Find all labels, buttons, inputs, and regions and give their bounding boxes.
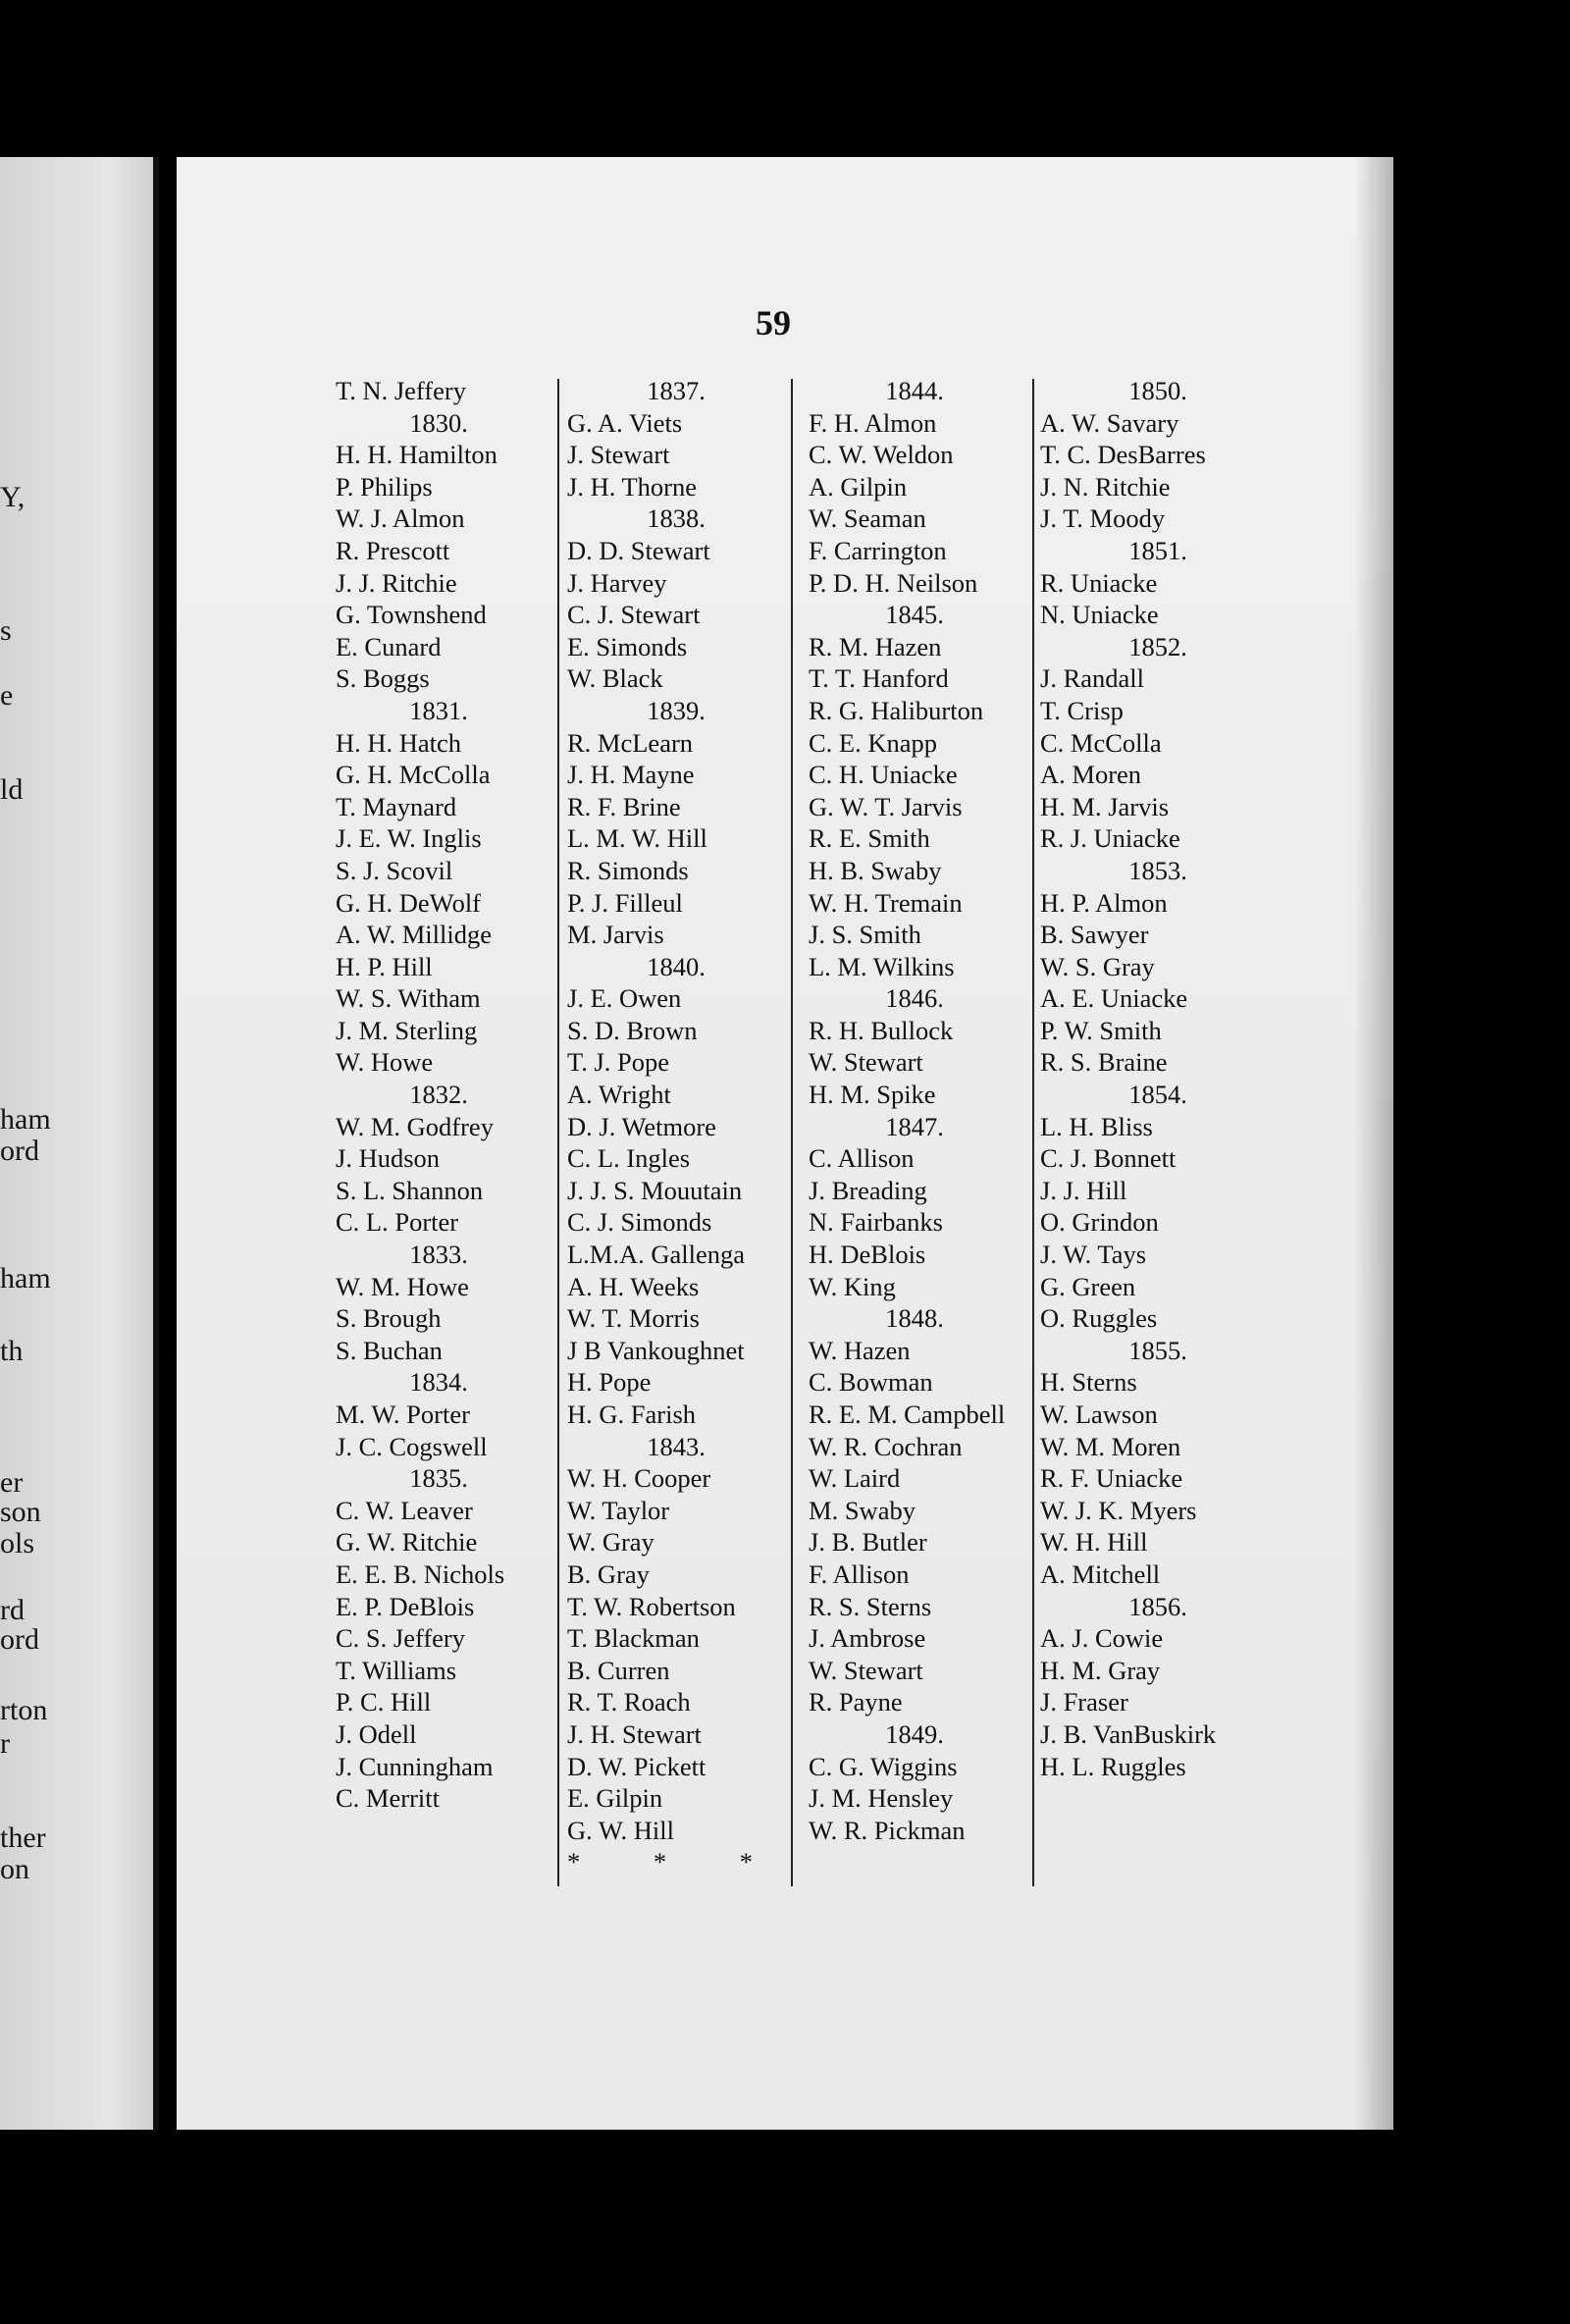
name-entry: B. Sawyer (1040, 920, 1149, 950)
name-entry: L. H. Bliss (1040, 1111, 1153, 1141)
name-entry: A. Mitchell (1040, 1558, 1161, 1589)
year-heading: 1840. (647, 951, 706, 981)
name-entry: W. King (809, 1271, 896, 1301)
name-entry: M. Swaby (809, 1495, 916, 1525)
left-page-fragment: th (0, 1335, 24, 1367)
year-heading: 1850. (1128, 376, 1187, 405)
name-entry: W. R. Pickman (809, 1815, 966, 1845)
name-entry: R. S. Braine (1040, 1047, 1168, 1078)
name-entry: E. P. DeBlois (336, 1591, 475, 1621)
left-page-fragment: ols (0, 1527, 35, 1559)
name-entry: C. Bowman (809, 1367, 933, 1398)
column-rule-3 (1032, 379, 1034, 1886)
name-entry: J. Ambrose (809, 1623, 926, 1654)
name-entry: C. J. Bonnett (1040, 1143, 1177, 1174)
year-heading: 1833. (409, 1240, 468, 1270)
name-entry: P. Philips (336, 471, 433, 502)
name-entry: W. M. Godfrey (336, 1111, 494, 1141)
name-entry: E. Cunard (336, 631, 442, 661)
name-entry: C. E. Knapp (809, 727, 938, 758)
name-entry: S. Boggs (336, 663, 430, 694)
name-entry: S. Brough (336, 1303, 442, 1334)
name-entry: C. H. Uniacke (809, 760, 958, 790)
name-entry: W. R. Cochran (809, 1431, 963, 1461)
name-entry: F. Allison (809, 1558, 910, 1589)
name-entry: H. L. Ruggles (1040, 1751, 1186, 1781)
name-entry: L. M. W. Hill (567, 823, 707, 854)
name-entry: J. E. W. Inglis (336, 823, 482, 854)
name-entry: W. J. Almon (336, 503, 465, 534)
year-heading: 1848. (885, 1303, 944, 1334)
name-entry: H. P. Hill (336, 951, 433, 981)
column-4 (1040, 375, 1276, 1782)
name-entry: C. McColla (1040, 727, 1162, 758)
name-entry: J. H. Mayne (567, 760, 695, 790)
name-entry: J. N. Ritchie (1040, 471, 1171, 502)
name-entry: H. DeBlois (809, 1240, 926, 1270)
year-heading: 1830. (409, 407, 468, 438)
name-entry: J. B. VanBuskirk (1040, 1718, 1217, 1749)
column-rule-1 (557, 379, 559, 1886)
name-entry: A. W. Savary (1040, 407, 1179, 438)
name-entry: R. Prescott (336, 535, 450, 565)
name-entry: R. E. Smith (809, 823, 930, 854)
name-entry: P. W. Smith (1040, 1015, 1162, 1045)
name-entry: C. W. Weldon (809, 440, 954, 470)
name-entry: W. Stewart (809, 1655, 923, 1685)
year-heading: 1854. (1128, 1080, 1187, 1110)
name-entry: G. H. McColla (336, 760, 491, 790)
name-entry: J. Cunningham (336, 1751, 494, 1781)
year-heading: 1856. (1128, 1591, 1187, 1621)
name-entry: J. Hudson (336, 1143, 441, 1174)
year-heading: 1837. (647, 376, 706, 405)
name-entry: C. L. Porter (336, 1207, 459, 1238)
name-entry: J. H. Thorne (567, 471, 697, 502)
name-entry: H. Pope (567, 1367, 652, 1398)
name-entry: H. Sterns (1040, 1367, 1137, 1398)
name-entry: C. G. Wiggins (809, 1751, 958, 1781)
left-page-fragment: s (0, 614, 12, 647)
name-entry: J. Harvey (567, 567, 667, 598)
year-heading: 1835. (409, 1463, 468, 1494)
name-entry: R. F. Uniacke (1040, 1463, 1183, 1494)
name-entry: G. Green (1040, 1271, 1136, 1301)
name-entry: M. Jarvis (567, 920, 664, 950)
left-page-fragment: rd (0, 1594, 25, 1626)
page-edge-shadow (1354, 157, 1393, 2130)
left-page-fragment: ld (0, 773, 24, 806)
left-page-fragment: on (0, 1853, 29, 1885)
name-entry: G. H. DeWolf (336, 887, 482, 918)
name-entry: T. T. Hanford (809, 663, 949, 694)
name-entry: T. Blackman (567, 1623, 700, 1654)
name-entry: A. Moren (1040, 760, 1142, 790)
name-entry: R. M. Hazen (809, 631, 942, 661)
column-2 (567, 375, 785, 1878)
name-entry: G. W. Hill (567, 1815, 674, 1845)
name-entry: H. M. Jarvis (1040, 791, 1170, 821)
year-heading: 1834. (409, 1367, 468, 1398)
name-entry: H. P. Almon (1040, 887, 1168, 918)
name-entry: W. T. Morris (567, 1303, 700, 1334)
name-entry: J. M. Hensley (809, 1783, 954, 1814)
column-3 (809, 375, 1020, 1846)
year-heading: 1846. (885, 983, 944, 1014)
name-entry: E. Gilpin (567, 1783, 663, 1814)
name-entry: T. W. Robertson (567, 1591, 736, 1621)
name-entry: W. S. Witham (336, 983, 481, 1014)
name-entry: S. L. Shannon (336, 1175, 484, 1205)
name-entry: J. J. S. Mouutain (567, 1175, 743, 1205)
left-page-fragment: r (0, 1727, 10, 1760)
name-entry: J. M. Sterling (336, 1015, 478, 1045)
name-entry: H. M. Spike (809, 1080, 936, 1110)
name-entry: W. Laird (809, 1463, 901, 1494)
year-heading: 1855. (1128, 1335, 1187, 1365)
name-entry: T. C. DesBarres (1040, 440, 1206, 470)
name-entry: W. H. Tremain (809, 887, 963, 918)
name-entry: B. Gray (567, 1558, 650, 1589)
name-entry: F. H. Almon (809, 407, 937, 438)
name-entry: W. H. Cooper (567, 1463, 711, 1494)
name-entry: W. J. K. Myers (1040, 1495, 1197, 1525)
name-entry: R. Uniacke (1040, 567, 1158, 598)
name-entry: J. Odell (336, 1718, 417, 1749)
year-heading: 1831. (409, 695, 468, 725)
name-entry: G. W. T. Jarvis (809, 791, 963, 821)
name-entry: R. H. Bullock (809, 1015, 954, 1045)
year-heading: 1849. (885, 1718, 944, 1749)
left-page-fragment: ham (0, 1103, 51, 1136)
year-heading: 1852. (1128, 631, 1187, 661)
name-entry: T. Maynard (336, 791, 457, 821)
name-entry: J. S. Smith (809, 920, 921, 950)
page-number-text: 59 (756, 303, 791, 343)
name-entry: G. A. Viets (567, 407, 683, 438)
name-entry: J. J. Ritchie (336, 567, 457, 598)
name-entry: A. Gilpin (809, 471, 908, 502)
name-entry: A. E. Uniacke (1040, 983, 1188, 1014)
name-entry: C. Merritt (336, 1783, 440, 1814)
name-entry: J. W. Tays (1040, 1240, 1147, 1270)
name-entry: J B Vankoughnet (567, 1335, 745, 1365)
name-entry: O. Ruggles (1040, 1303, 1158, 1334)
name-entry: J. E. Owen (567, 983, 682, 1014)
name-entry: R. Simonds (567, 855, 689, 885)
name-entry: T. J. Pope (567, 1047, 670, 1078)
name-entry: H. M. Gray (1040, 1655, 1161, 1685)
name-entry: R. McLearn (567, 727, 694, 758)
name-entry: G. Townshend (336, 600, 487, 630)
year-heading: 1844. (885, 376, 944, 405)
name-entry: H. G. Farish (567, 1400, 697, 1429)
name-entry: W. H. Hill (1040, 1527, 1148, 1558)
name-entry: R. J. Uniacke (1040, 823, 1180, 854)
name-entry: E. Simonds (567, 631, 688, 661)
name-entry: J. Breading (809, 1175, 927, 1205)
name-entry: J. Fraser (1040, 1687, 1128, 1717)
name-entry: S. Buchan (336, 1335, 443, 1365)
name-entry: W. M. Moren (1040, 1431, 1181, 1461)
name-entry: A. W. Millidge (336, 920, 493, 950)
asterism: * * * (567, 1847, 786, 1877)
year-heading: 1843. (647, 1431, 706, 1461)
name-entry: P. J. Filleul (567, 887, 683, 918)
year-heading: 1839. (647, 695, 706, 725)
name-entry: C. J. Simonds (567, 1207, 712, 1238)
page-59 (177, 157, 1393, 2130)
name-entry: O. Grindon (1040, 1207, 1159, 1238)
name-entry: R. F. Brine (567, 791, 681, 821)
name-entry: N. Fairbanks (809, 1207, 943, 1238)
name-entry: J. Randall (1040, 663, 1144, 694)
name-entry: R. E. M. Campbell (809, 1400, 1006, 1429)
name-entry: S. J. Scovil (336, 855, 453, 885)
name-entry: W. Stewart (809, 1047, 923, 1078)
year-heading: 1851. (1128, 535, 1187, 565)
left-page-fragment: ord (0, 1623, 39, 1656)
name-entry: C. W. Leaver (336, 1495, 473, 1525)
name-entry: W. M. Howe (336, 1271, 469, 1301)
left-page-fragment: Y, (0, 481, 26, 513)
column-1 (336, 375, 542, 1815)
name-entry: W. Seaman (809, 503, 926, 534)
name-entry: D. D. Stewart (567, 535, 710, 565)
left-page-fragment: er (0, 1466, 24, 1499)
name-entry: H. H. Hatch (336, 727, 462, 758)
name-entry: L.M.A. Gallenga (567, 1240, 746, 1270)
name-entry: A. Wright (567, 1080, 671, 1110)
year-heading: 1838. (647, 503, 706, 534)
year-heading: 1853. (1128, 855, 1187, 885)
year-heading: 1847. (885, 1111, 944, 1141)
left-facing-page (0, 157, 155, 2130)
name-entry: W. Lawson (1040, 1400, 1158, 1429)
name-entry: C. Allison (809, 1143, 915, 1174)
name-entry: J. T. Moody (1040, 503, 1166, 534)
left-page-fragment: e (0, 679, 14, 712)
name-entry: P. D. H. Neilson (809, 567, 978, 598)
name-entry: D. J. Wetmore (567, 1111, 716, 1141)
name-entry: J. Stewart (567, 440, 670, 470)
name-entry: J. B. Butler (809, 1527, 927, 1558)
name-entry: R. T. Roach (567, 1687, 691, 1717)
page-number (177, 302, 1393, 343)
name-entry: W. Black (567, 663, 663, 694)
name-entry: C. L. Ingles (567, 1143, 691, 1174)
left-page-fragment: ord (0, 1135, 39, 1167)
name-entry: T. N. Jeffery (336, 376, 466, 405)
name-entry: H. H. Hamilton (336, 440, 497, 470)
name-entry: B. Curren (567, 1655, 670, 1685)
name-entry: C. J. Stewart (567, 600, 701, 630)
name-entry: W. Hazen (809, 1335, 911, 1365)
name-entry: R. S. Sterns (809, 1591, 932, 1621)
left-page-fragment: son (0, 1496, 41, 1528)
name-entry: H. B. Swaby (809, 855, 942, 885)
name-entry: W. Taylor (567, 1495, 670, 1525)
year-heading: 1845. (885, 600, 944, 630)
name-entry: A. J. Cowie (1040, 1623, 1164, 1654)
name-entry: P. C. Hill (336, 1687, 432, 1717)
name-entry: J. C. Cogswell (336, 1431, 488, 1461)
name-entry: S. D. Brown (567, 1015, 698, 1045)
name-entry: F. Carrington (809, 535, 947, 565)
name-entry: W. Gray (567, 1527, 654, 1558)
name-entry: W. Howe (336, 1047, 434, 1078)
name-entry: D. W. Pickett (567, 1751, 706, 1781)
name-entry: T. Williams (336, 1655, 457, 1685)
name-entry: W. S. Gray (1040, 951, 1155, 981)
name-entry: J. H. Stewart (567, 1718, 702, 1749)
name-entry: J. J. Hill (1040, 1175, 1127, 1205)
name-entry: A. H. Weeks (567, 1271, 700, 1301)
left-page-fragment: ham (0, 1262, 51, 1294)
name-entry: E. E. B. Nichols (336, 1558, 505, 1589)
name-entry: C. S. Jeffery (336, 1623, 465, 1654)
year-heading: 1832. (409, 1080, 468, 1110)
name-entry: N. Uniacke (1040, 600, 1159, 630)
gutter-rule (153, 157, 159, 2130)
name-entry: R. Payne (809, 1687, 903, 1717)
name-entry: R. G. Haliburton (809, 695, 984, 725)
name-entry: T. Crisp (1040, 695, 1124, 725)
name-entry: L. M. Wilkins (809, 951, 955, 981)
name-entry: G. W. Ritchie (336, 1527, 478, 1558)
left-page-fragment: rton (0, 1694, 48, 1726)
column-rule-2 (791, 379, 793, 1886)
name-entry: M. W. Porter (336, 1400, 470, 1429)
left-page-fragment: ther (0, 1822, 46, 1854)
